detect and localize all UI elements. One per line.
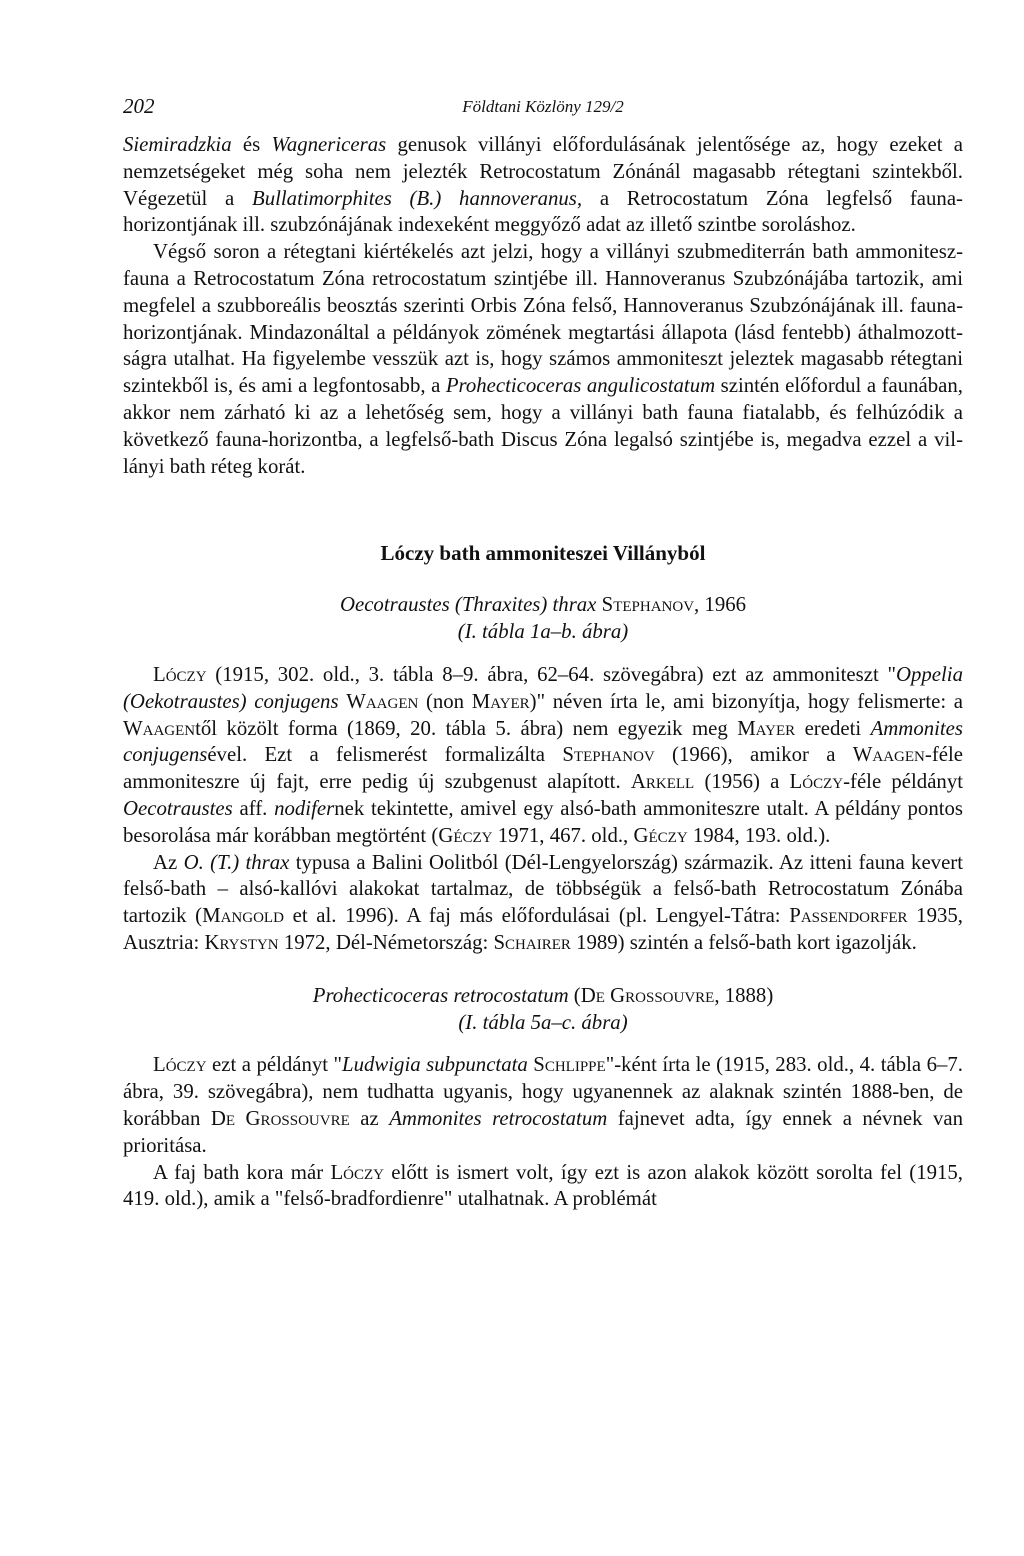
- running-header: [123, 94, 963, 124]
- page: [123, 94, 963, 1213]
- paragraph-5: Lóczy ezt a példányt "Ludwigia subpunctata Schlippe"-ként írta le (1915, 283. old., 4. tábla 6–7. ábra, 39. szövegábra), nem tudhatta ugyanis, hogy ugyanennek az alaknak szintén 1888-ben, de korábban De Grossouvre az Ammonites retrocostatum fajnevet adta, így ennek a névnek van prioritása.: [123, 1053, 963, 1157]
- paragraph-2: Végső soron a rétegtani kiértékelés azt jelzi, hogy a villányi szubmediterrán bath ammonitesz-fauna a Retrocostatum Zóna retrocostatum szintjébe ill. Hannoveranus Szubzónájába tartozik, ami megfelel a szubboreális beosztás szerinti Orbis Zóna felső, Hannoveranus Szubzónájának ill. fauna-horizontjának. Mindazonáltal a példányok zömének megtartási állapota (lásd fentebb) áthalmozottságra utalhat. Ha figyelembe vesszük azt is, hogy számos ammoniteszt jeleztek magasabb rétegtani szintekből is, és ami a legfontosabb, a Prohecticoceras angulicostatum szintén előfordul a faunában, akkor nem zárható ki az a lehetőség sem, hogy a villányi bath fauna fiatalabb, és felhúzódik a következő fauna-horizontba, a legfelső-bath Discus Zóna legalsó szintjébe is, megadva ezzel a villányi bath réteg korát.: [123, 240, 964, 478]
- page-number: 202: [123, 94, 155, 118]
- paragraph-3: Lóczy (1915, 302. old., 3. tábla 8–9. ábra, 62–64. szövegábra) ezt az ammoniteszt "Oppelia (Oekotraustes) conjugens Waagen (non Mayer)" néven írta le, ami bizonyítja, hogy felismerte: a Waagentől közölt forma (1869, 20. tábla 5. ábra) nem egyezik meg Mayer eredeti Ammonites conjugensével. Ezt a felismerést formalizálta Stephanov (1966), amikor a Waagen-féle ammoniteszre új fajt, erre pedig új szubgenust alapított. Arkell (1956) a Lóczy-féle példányt Oecotraustes aff. nodifernek tekintette, amivel egy alsó-bath ammoniteszre utalt. A példány pontos besorolása már korábban megtörtént (Géczy 1971, 467. old., Géczy 1984, 193. old.).: [123, 662, 964, 847]
- species-author: De Grossouvre: [580, 983, 715, 1007]
- plate-reference: (I. tábla 5a–c. ábra): [458, 1010, 628, 1034]
- plate-reference: (I. tábla 1a–b. ábra): [457, 620, 629, 644]
- paragraph-4: Az O. (T.) thrax typusa a Balini Oolitból (Dél-Lengyelország) származik. Az itteni fauna kevert felső-bath – alsó-kallóvi alakokat tartalmaz, de többségük a felső-bath Retrocostatum Zónába tartozik (Mangold et al. 1996). A faj más előfordulásai (pl. Lengyel-Tátra: Passendorfer 1935, Ausztria: Krystyn 1972, Dél-Németország: Schairer 1989) szintén a felső-bath kort igazolják.: [123, 850, 964, 954]
- paragraph-1: Siemiradzkia és Wagnericeras genusok villányi előfordulásának jelentősége az, hogy ezeket a nemzetségeket még soha nem jelezték Retrocostatum Zónánál magasabb rétegtani szintekből. Végezetül a Bullatimorphites (B.) hannoveranus, a Retrocostatum Zóna legfelső fauna-horizontjának ill. szubzónájának indexeként meggyőző adat az illető szintbe soroláshoz.: [123, 133, 963, 237]
- species-name: Oecotraustes (Thraxites) thrax: [339, 593, 597, 617]
- species-author: Stephanov: [601, 593, 695, 617]
- species-heading-2: Prohecticoceras retrocostatum (De Grossouvre, 1888) (I. tábla 5a–c. ábra): [123, 983, 963, 1037]
- paragraph-6: A faj bath kora már Lóczy előtt is ismert volt, így ezt is azon alakok között sorolta fel (1915, 419. old.), amik a "felső-bradfordienre" utalhatnak. A problémát: [123, 1160, 963, 1211]
- journal-title: Földtani Közlöny 129/2: [462, 97, 624, 116]
- section-title: Lóczy bath ammoniteszei Villányból: [380, 541, 706, 566]
- species-heading-1: Oecotraustes (Thraxites) thrax Stephanov, 1966 (I. tábla 1a–b. ábra): [123, 592, 963, 646]
- species-name: Prohecticoceras retrocostatum: [312, 983, 569, 1007]
